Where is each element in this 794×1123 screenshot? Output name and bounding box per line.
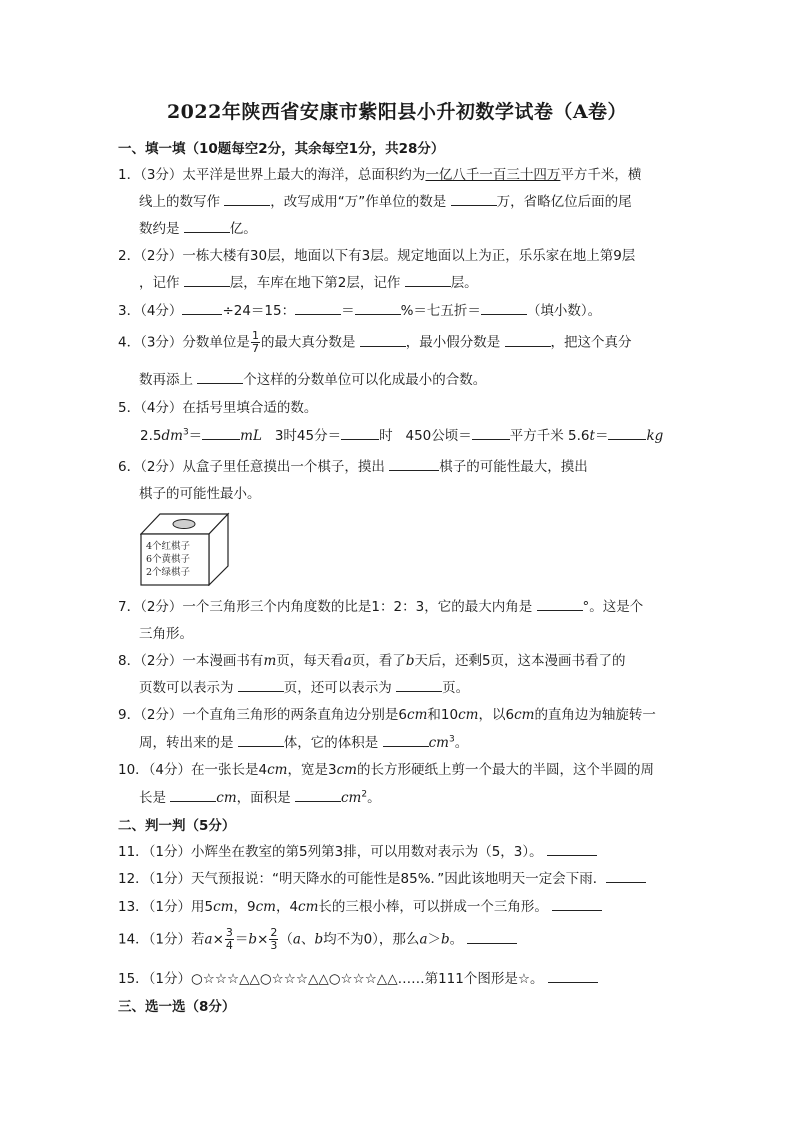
question-15: 15．（1分）○☆☆☆△△○☆☆☆△△○☆☆☆△△……第111个图形是☆。: [118, 967, 598, 987]
question-4-line-1: 4．（3分）分数单位是 $\frac{1}{7}$ 的最大真分数是 ，最小假分数是 ，把这个真分: [118, 329, 632, 355]
answer-blank[interactable]: [184, 272, 230, 287]
question-11: 11．（1分）小辉坐在教室的第5列第3排，可以用数对表示为（5，3）。: [118, 840, 597, 860]
answer-blank[interactable]: [389, 456, 439, 471]
answer-blank[interactable]: [360, 332, 406, 347]
answer-blank[interactable]: [552, 896, 602, 911]
question-13: 13．（1分）用5cm，9cm，4cm长的三根小棒，可以拼成一个三角形。: [118, 895, 602, 915]
question-7-line-2: 三角形。: [139, 626, 193, 642]
answer-blank[interactable]: [472, 425, 510, 440]
box-label-green: 2个绿棋子: [146, 567, 191, 578]
answer-blank[interactable]: [182, 300, 222, 315]
answer-blank[interactable]: [537, 596, 583, 611]
answer-blank[interactable]: [341, 425, 379, 440]
question-5-line-1: 5．（4分）在括号里填合适的数。: [118, 400, 318, 416]
question-3: 3．（4分） ÷24＝15： ＝ %＝七五折＝ （填小数）。: [118, 299, 601, 319]
answer-blank[interactable]: [451, 191, 497, 206]
answer-blank[interactable]: [355, 300, 401, 315]
section-fill-in-header: 一、填一填（10题每空2分，其余每空1分，共28分）: [118, 141, 445, 157]
answer-blank[interactable]: [224, 191, 270, 206]
question-14: 14．（1分）若a× $\frac{3}{4}$ ＝b× $\frac{2}{3}$ （a、b均不为0），那么a＞b。: [118, 927, 517, 952]
answer-blank[interactable]: [202, 425, 240, 440]
answer-blank[interactable]: [238, 677, 284, 692]
answer-blank[interactable]: [383, 732, 429, 747]
question-12: 12．（1分）天气预报说：“明天降水的可能性是85%．”因此该地明天一定会下雨．: [118, 867, 646, 887]
answer-blank[interactable]: [548, 968, 598, 983]
box-label-red: 4个红棋子: [146, 541, 191, 552]
answer-blank[interactable]: [481, 300, 527, 315]
answer-blank[interactable]: [197, 369, 243, 384]
box-label-yellow: 6个黄棋子: [146, 554, 191, 565]
page-title: 2022年陕西省安康市紫阳县小升初数学试卷（A卷）: [166, 101, 628, 123]
answer-blank[interactable]: [238, 732, 284, 747]
question-6-line-2: 棋子的可能性最小。: [139, 486, 261, 502]
question-8-line-2: 页数可以表示为 页，还可以表示为 页。: [139, 676, 469, 696]
answer-blank[interactable]: [547, 841, 597, 856]
answer-blank[interactable]: [405, 272, 451, 287]
answer-blank[interactable]: [606, 868, 646, 883]
question-9-line-2: 周，转出来的是 体，它的体积是 $cm^3$。: [139, 731, 468, 751]
section-judge-header: 二、判一判（5分）: [118, 818, 236, 834]
question-2-line-1: 2．（2分）一栋大楼有30层，地面以下有3层。规定地面以上为正，乐乐家在地上第9层: [118, 248, 636, 264]
answer-blank[interactable]: [170, 787, 216, 802]
question-2-line-2: ，记作 层，车库在地下第2层，记作 层。: [139, 271, 478, 291]
section-choose-header: 三、选一选（8分）: [118, 999, 236, 1015]
question-1-line-1: 1．（3分）太平洋是世界上最大的海洋，总面积约为一亿八千一百三十四万平方千米，横: [118, 167, 642, 183]
fraction: $\frac{3}{4}$: [225, 926, 233, 952]
question-10-line-1: 10．（4分）在一张长是4cm，宽是3cm的长方形硬纸上剪一个最大的半圆，这个半圆的周: [118, 762, 654, 778]
question-8-line-1: 8．（2分）一本漫画书有m页，每天看a页，看了b天后，还剩5页，这本漫画书看了的: [118, 653, 626, 669]
question-7-line-1: 7．（2分）一个三角形三个内角度数的比是1：2：3，它的最大内角是 °。这是个: [118, 595, 643, 615]
answer-blank[interactable]: [295, 300, 341, 315]
question-5-line-2: $2.5dm^3=$ mL 3时45分＝ 时 450公顷＝ 平方千米 5.6t＝ kg: [140, 424, 663, 444]
answer-blank[interactable]: [396, 677, 442, 692]
question-6-line-1: 6．（2分）从盒子里任意摸出一个棋子，摸出 棋子的可能性最大，摸出: [118, 455, 588, 475]
question-10-line-2: 长是 cm，面积是 $cm^2$。: [139, 786, 381, 806]
question-9-line-1: 9．（2分）一个直角三角形的两条直角边分别是6cm和10cm，以6cm的直角边为轴旋转一: [118, 707, 656, 723]
chess-box-illustration: [140, 512, 230, 590]
box-drawing: [140, 512, 230, 586]
question-1-line-2: 线上的数写作 ，改写成用“万”作单位的数是 万，省略亿位后面的尾: [139, 190, 632, 210]
answer-blank[interactable]: [467, 929, 517, 944]
question-4-line-2: 数再添上 个这样的分数单位可以化成最小的合数。: [139, 368, 486, 388]
fraction: $\frac{2}{3}$: [270, 926, 278, 952]
answer-blank[interactable]: [184, 218, 230, 233]
question-1-line-3: 数约是 亿。: [139, 217, 257, 237]
answer-blank[interactable]: [608, 425, 646, 440]
answer-blank[interactable]: [295, 787, 341, 802]
answer-blank[interactable]: [505, 332, 551, 347]
fraction: $\frac{1}{7}$: [251, 329, 259, 355]
